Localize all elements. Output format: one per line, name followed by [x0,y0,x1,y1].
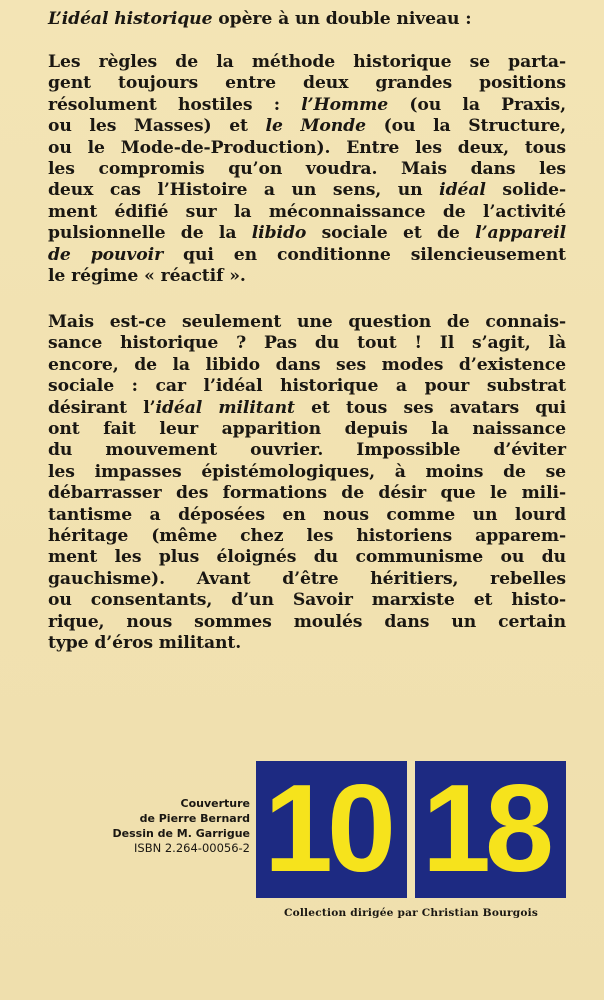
text-run: ou le Mode-de-Production). Entre les deux, tous [48,137,566,158]
cover-credits [70,796,250,856]
text-run: rique, nous sommes moulés dans un certain [48,611,566,632]
intro-rest: opère à un double niveau : [212,9,472,29]
text-line [48,462,566,483]
credits-line-1: Couverture [180,797,250,810]
text-line [48,312,566,333]
text-run: encore, de la libido dans ses modes d’existence [48,354,566,375]
text-line [48,95,566,116]
paragraph-1 [48,52,566,287]
text-run: ment les plus éloignés du communisme ou du [48,547,566,568]
intro-title: L’idéal historique [48,9,213,29]
text-run: débarrasser des formations de désir que le mili- [48,483,566,504]
text-line [48,440,566,461]
text-run: résolument hostiles : [48,94,302,115]
paragraph-2 [48,312,566,655]
text-run: héritage (même chez les historiens apparem- [48,526,566,547]
italic-phrase: le Monde [265,116,366,137]
text-line [48,333,566,354]
intro-text [48,9,566,30]
text-line [48,612,566,633]
text-run: deux cas l’Histoire a un sens, un [48,180,440,201]
text-run: sociale : car l’idéal historique a pour substrat [48,376,566,397]
italic-phrase: de pouvoir [48,244,164,265]
text-run: pulsionnelle de la [48,223,252,244]
text-line [48,590,566,611]
text-run: solide- [485,180,566,201]
text-run: les impasses épistémologiques, à moins de se [48,461,566,482]
text-run: sance historique ? Pas du tout ! Il s’agit, là [48,333,566,354]
italic-phrase: libido [251,223,307,244]
text-line [48,355,566,376]
logo-separator [407,761,415,898]
credits-line-3: Dessin de M. Garrigue [112,827,250,840]
text-line [48,419,566,440]
text-run: tantisme a déposées en nous comme un lourd [48,504,566,525]
text-run: ou les Masses) et [48,116,266,137]
collection-line: Collection dirigée par Christian Bourgois [283,907,539,919]
text-run: le régime « réactif ». [48,266,246,287]
text-run: ont fait leur apparition depuis la naissance [48,419,566,440]
text-line [48,202,566,223]
text-line [48,245,566,266]
text-line [48,52,566,73]
isbn: ISBN 2.264-00056-2 [134,841,250,855]
text-line [48,159,566,180]
italic-phrase: l’Homme [301,94,389,115]
text-line [48,483,566,504]
text-line [48,116,566,137]
text-run: type d’éros militant. [48,633,242,654]
text-line [48,266,566,287]
text-line [48,138,566,159]
intro-line [48,9,566,30]
italic-phrase: idéal militant [155,397,295,418]
text-line [48,547,566,568]
italic-phrase: idéal [439,180,486,201]
text-run: et tous ses avatars qui [294,397,566,418]
text-run: (ou la Structure, [365,116,567,137]
text-line [48,180,566,201]
logo-number-10: 10 [264,760,390,898]
logo-number-18: 18 [422,760,548,898]
text-line [48,526,566,547]
text-run: Les règles de la méthode historique se parta- [48,52,566,72]
credits-line-2: de Pierre Bernard [139,812,250,825]
text-run: sociale et de [306,223,476,244]
text-run: ou consentants, d’un Savoir marxiste et histo- [48,590,566,611]
10-18-logo [256,761,566,898]
text-line [48,633,566,654]
text-line [48,398,566,419]
text-run: Mais est-ce seulement une question de connais- [48,312,566,332]
text-line [48,223,566,244]
text-line [48,569,566,590]
text-run: (ou la Praxis, [388,94,566,115]
italic-phrase: l’appareil [475,223,567,244]
text-run: gent toujours entre deux grandes positions [48,73,566,94]
text-run: ment édifié sur la méconnaissance de l’activité [48,201,566,222]
text-line [48,73,566,94]
text-run: désirant l’ [48,397,156,418]
text-run: gauchisme). Avant d’être héritiers, rebelles [48,568,566,589]
text-run: qui en conditionne silencieusement [163,244,566,265]
text-run: les compromis qu’on voudra. Mais dans les [48,159,566,180]
text-line [48,376,566,397]
text-run: du mouvement ouvrier. Impossible d’éviter [48,440,566,461]
text-line [48,505,566,526]
